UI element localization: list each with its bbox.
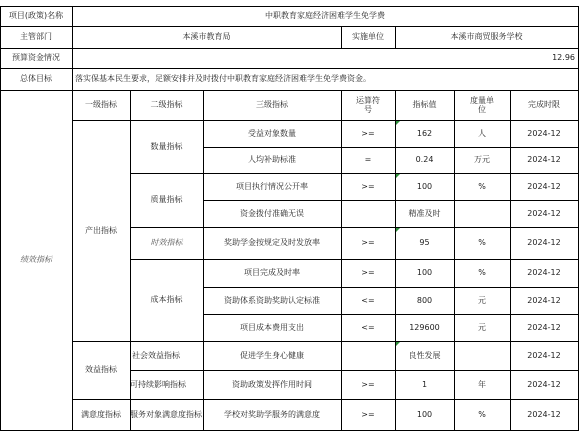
indicator-operator: >= bbox=[361, 128, 375, 138]
col-header: 运算符号 bbox=[356, 95, 380, 114]
indicator-name: 奖助学金按规定及时发放率 bbox=[224, 238, 320, 248]
indicator-value: 100 bbox=[416, 409, 433, 419]
dept-value: 本溪市教育局 bbox=[182, 32, 231, 42]
indicator-operator bbox=[341, 200, 395, 227]
indicator-operator: = bbox=[364, 155, 372, 165]
indicator-operator: >= bbox=[361, 268, 375, 278]
indicator-unit: % bbox=[478, 238, 486, 248]
indicator-deadline: 2024-12 bbox=[527, 350, 561, 360]
impl-value: 本溪市商贸服务学校 bbox=[450, 32, 523, 42]
indicator-unit: % bbox=[478, 268, 486, 278]
comment-marker bbox=[396, 228, 400, 232]
indicator-value: 0.24 bbox=[415, 155, 434, 165]
indicator-deadline: 2024-12 bbox=[527, 155, 561, 165]
indicator-value: 162 bbox=[416, 128, 433, 138]
col-header: 一级指标 bbox=[85, 100, 117, 110]
indicator-name: 资金拨付准确无误 bbox=[240, 208, 304, 218]
indicator-name: 学校对奖助学服务的满意度 bbox=[224, 409, 320, 419]
indicator-unit bbox=[454, 200, 510, 227]
indicator-unit: 人 bbox=[478, 128, 486, 138]
indicator-value: 1 bbox=[421, 379, 428, 389]
col-header: 度量单位 bbox=[470, 95, 494, 114]
indicator-name: 资助体系资助奖助认定标准 bbox=[224, 295, 320, 305]
comment-marker bbox=[396, 174, 400, 178]
indicator-value: 良性发展 bbox=[408, 350, 441, 360]
indicator-unit: 元 bbox=[478, 322, 486, 332]
indicator-value: 100 bbox=[416, 181, 433, 191]
indicator-deadline: 2024-12 bbox=[527, 181, 561, 191]
indicator-operator: >= bbox=[361, 379, 375, 389]
section-label: 绩效指标 bbox=[20, 255, 52, 265]
indicator-unit bbox=[454, 341, 510, 370]
indicator-deadline: 2024-12 bbox=[527, 409, 561, 419]
col-header: 三级指标 bbox=[256, 100, 288, 110]
project-label: 项目(政策)名称 bbox=[8, 11, 64, 21]
indicator-name: 资助政策发挥作用时间 bbox=[232, 379, 312, 389]
comment-marker bbox=[396, 121, 400, 125]
indicator-unit: 元 bbox=[478, 295, 486, 305]
goal-value: 落实保基本民生要求，足额安排并及时拨付中职教育家庭经济困难学生免学费资金。 bbox=[75, 74, 371, 84]
indicator-value: 129600 bbox=[409, 322, 440, 332]
level1-satisfaction: 满意度指标 bbox=[81, 409, 121, 419]
indicator-name: 促进学生身心健康 bbox=[240, 350, 304, 360]
indicator-unit: 年 bbox=[478, 379, 486, 389]
indicator-deadline: 2024-12 bbox=[527, 322, 561, 332]
indicator-deadline: 2024-12 bbox=[527, 379, 561, 389]
indicator-value: 800 bbox=[416, 295, 433, 305]
level1-output: 产出指标 bbox=[85, 225, 117, 235]
indicator-name: 人均补助标准 bbox=[248, 155, 296, 165]
indicator-value: 精准及时 bbox=[408, 208, 441, 218]
level2-quantity: 数量指标 bbox=[150, 141, 183, 151]
indicator-name: 受益对象数量 bbox=[248, 128, 296, 138]
indicator-deadline: 2024-12 bbox=[527, 128, 561, 138]
indicator-deadline: 2024-12 bbox=[527, 268, 561, 278]
indicator-unit: % bbox=[478, 409, 486, 419]
level2-sustain: 可持续影响指标 bbox=[130, 379, 186, 389]
budget-label: 预算资金情况 bbox=[12, 53, 60, 63]
col-header: 二级指标 bbox=[150, 100, 183, 110]
indicator-operator bbox=[341, 341, 395, 370]
level1-benefit: 效益指标 bbox=[85, 365, 117, 375]
indicator-operator: >= bbox=[361, 409, 375, 419]
indicator-name: 项目成本费用支出 bbox=[240, 322, 304, 332]
indicator-deadline: 2024-12 bbox=[527, 208, 561, 218]
impl-label: 实施单位 bbox=[352, 32, 384, 42]
indicator-value: 100 bbox=[416, 268, 433, 278]
col-header: 指标值 bbox=[412, 100, 437, 110]
indicator-unit: % bbox=[478, 181, 486, 191]
dept-label: 主管部门 bbox=[20, 32, 52, 42]
level2-social: 社会效益指标 bbox=[132, 350, 180, 360]
budget-value: 12.96 bbox=[552, 53, 575, 63]
indicator-operator: >= bbox=[361, 238, 375, 248]
indicator-unit: 万元 bbox=[474, 155, 490, 165]
grid-line bbox=[0, 430, 579, 431]
level2-cost: 成本指标 bbox=[150, 295, 183, 305]
indicator-deadline: 2024-12 bbox=[527, 295, 561, 305]
indicator-value: 95 bbox=[419, 238, 430, 248]
col-header: 完成时限 bbox=[528, 100, 560, 110]
indicator-operator: <= bbox=[361, 322, 375, 332]
level2-service: 服务对象满意度指标 bbox=[130, 409, 202, 419]
level2-time: 时效指标 bbox=[150, 238, 183, 248]
goal-label: 总体目标 bbox=[20, 74, 52, 84]
level2-quality: 质量指标 bbox=[150, 195, 183, 205]
indicator-deadline: 2024-12 bbox=[527, 238, 561, 248]
indicator-name: 项目完成及时率 bbox=[244, 268, 300, 278]
project-value: 中职教育家庭经济困难学生免学费 bbox=[265, 11, 385, 21]
indicator-name: 项目执行情况公开率 bbox=[236, 181, 308, 191]
indicator-operator: <= bbox=[361, 295, 375, 305]
indicator-operator: >= bbox=[361, 181, 375, 191]
comment-marker bbox=[396, 342, 400, 346]
